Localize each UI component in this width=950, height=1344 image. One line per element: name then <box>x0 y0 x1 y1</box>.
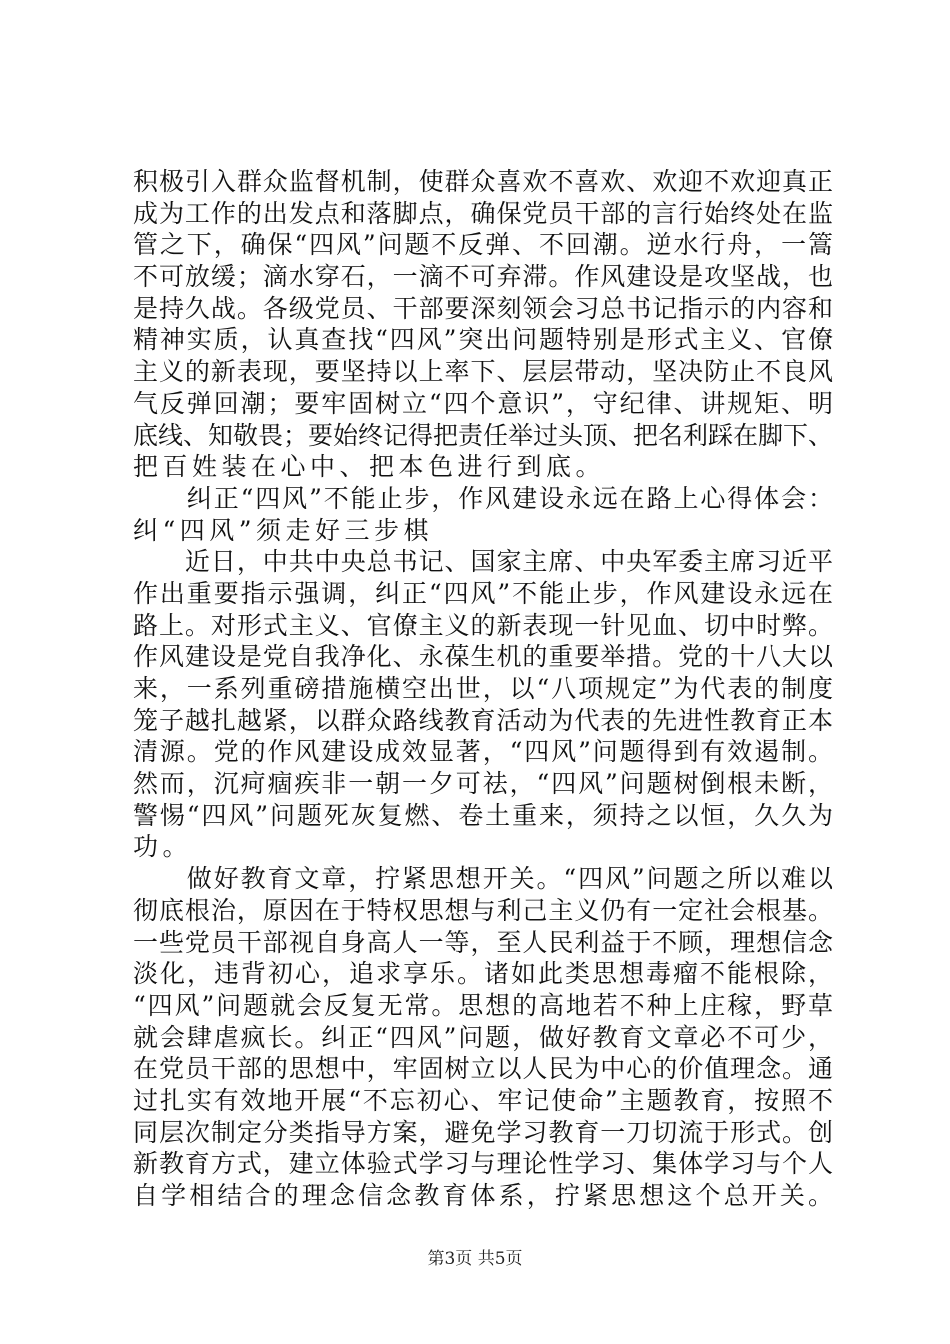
text-line: 作风建设是党自我净化、永葆生机的重要举措。党的十八大以 <box>133 642 834 672</box>
text-line: 来，一系列重磅措施横空出世，以“八项规定”为代表的制度 <box>133 674 835 703</box>
text-line: 纠正“四风”不能止步，作风建设永远在路上心得体会： <box>133 483 835 513</box>
text-line: 清源。党的作风建设成效显著，“四风”问题得到有效遏制。 <box>133 737 835 767</box>
text-line: 警惕“四风”问题死灰复燃、卷土重来，须持之以恒，久久为 <box>133 800 835 830</box>
text-line: 同层次制定分类指导方案，避免学习教育一刀切流于形式。创 <box>133 1117 834 1147</box>
text-line: 自学相结合的理念信念教育体系，拧紧思想这个总开关。 <box>133 1181 837 1210</box>
text-line: 成为工作的出发点和落脚点，确保党员干部的言行始终处在监 <box>133 198 834 228</box>
text-line: 是持久战。各级党员、干部要深刻领会习总书记指示的内容和 <box>133 293 834 323</box>
text-line: 淡化，违背初心，追求享乐。诸如此类思想毒瘤不能根除， <box>133 959 835 989</box>
text-line: 彻底根治，原因在于特权思想与利己主义仍有一定社会根基。 <box>133 895 834 925</box>
text-line: 作出重要指示强调，纠正“四风”不能止步，作风建设永远在 <box>133 578 835 608</box>
text-line: 管之下，确保“四风”问题不反弹、不回潮。逆水行舟，一篙 <box>133 230 835 260</box>
text-line: 就会肆虐疯长。纠正“四风”问题，做好教育文章必不可少， <box>133 1022 835 1052</box>
text-line: 做好教育文章，拧紧思想开关。“四风”问题之所以难以 <box>133 864 835 894</box>
text-line: 笼子越扎越紧，以群众路线教育活动为代表的先进性教育正本 <box>133 705 834 735</box>
text-line: 精神实质，认真查找“四风”突出问题特别是形式主义、官僚 <box>133 325 835 355</box>
text-line: 在党员干部的思想中，牢固树立以人民为中心的价值理念。通 <box>133 1054 834 1084</box>
text-line: 近日，中共中央总书记、国家主席、中央军委主席习近平 <box>133 547 834 577</box>
text-line: 不可放缓；滴水穿石，一滴不可弃滞。作风建设是攻坚战，也 <box>133 262 834 292</box>
text-line: 纠“四风”须走好三步棋 <box>133 515 434 545</box>
text-line: 底线、知敬畏；要始终记得把责任举过头顶、把名利踩在脚下、 <box>133 420 833 450</box>
page-footer: 第3页 共5页 <box>427 1249 523 1269</box>
text-line: 一些党员干部视自身高人一等，至人民利益于不顾，理想信念 <box>133 927 834 957</box>
text-line: “四风”问题就会反复无常。思想的高地若不种上庄稼，野草 <box>133 990 835 1020</box>
text-line: 新教育方式，建立体验式学习与理论性学习、集体学习与个人 <box>133 1149 834 1179</box>
text-line: 路上。对形式主义、官僚主义的新表现一针见血、切中时弊。 <box>133 610 834 640</box>
text-line: 然而，沉疴痼疾非一朝一夕可祛，“四风”问题树倒根未断， <box>133 769 835 799</box>
text-line: 气反弹回潮；要牢固树立“四个意识”，守纪律、讲规矩、明 <box>133 388 835 418</box>
text-line: 积极引入群众监督机制，使群众喜欢不喜欢、欢迎不欢迎真正 <box>133 167 834 196</box>
text-line: 功。 <box>133 832 193 862</box>
text-line: 把百姓装在心中、把本色进行到底。 <box>133 452 606 482</box>
document-body <box>133 166 837 1212</box>
text-line: 过扎实有效地开展“不忘初心、牢记使命”主题教育，按照不 <box>133 1085 835 1115</box>
text-line: 主义的新表现，要坚持以上率下、层层带动，坚决防止不良风 <box>133 357 834 387</box>
